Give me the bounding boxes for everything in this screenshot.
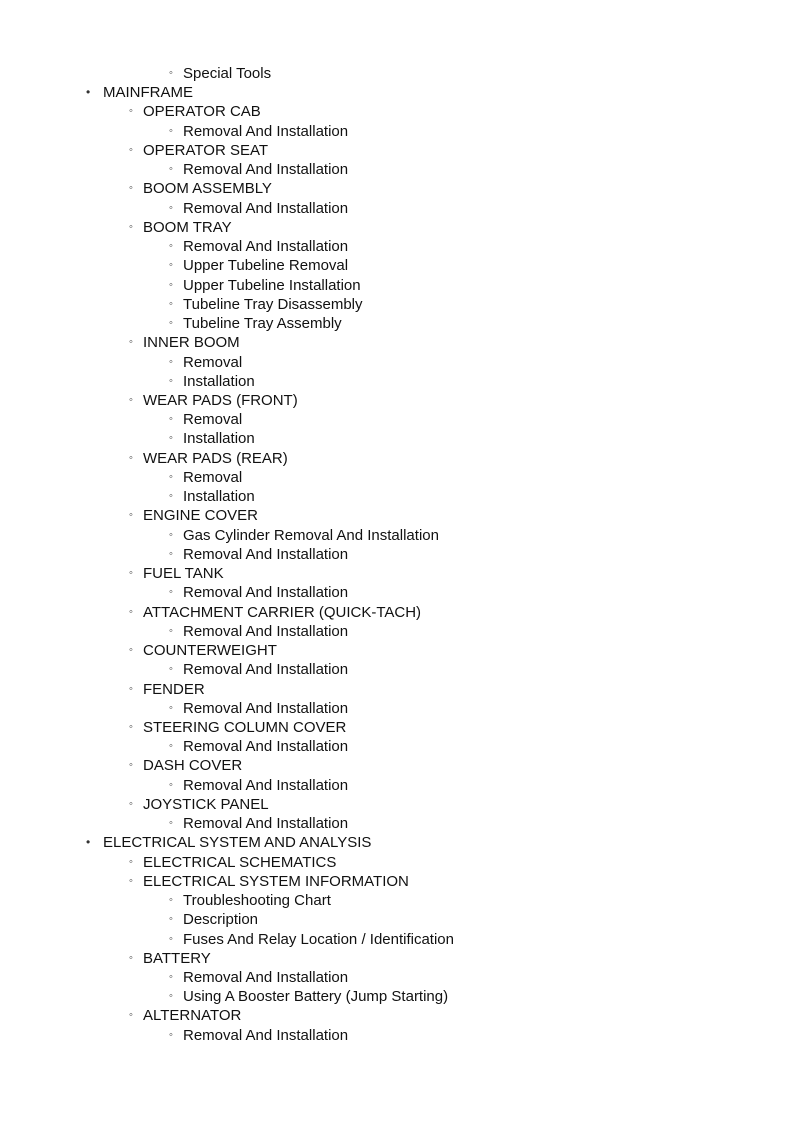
toc-item xyxy=(0,814,794,833)
toc-item-label: Removal And Installation xyxy=(183,699,349,717)
toc-item xyxy=(0,968,794,987)
circle-bullet-icon: ◦ xyxy=(169,490,173,503)
circle-bullet-icon: ◦ xyxy=(129,182,133,195)
toc-item-label: Installation xyxy=(183,430,255,448)
toc-item xyxy=(0,776,794,795)
toc-item xyxy=(0,429,794,448)
toc-item xyxy=(0,910,794,929)
circle-bullet-icon: ◦ xyxy=(169,67,173,79)
toc-item xyxy=(0,256,794,275)
circle-bullet-icon: ◦ xyxy=(169,1028,173,1041)
toc-subsection xyxy=(0,506,794,525)
toc-item-label: Removal And Installation xyxy=(183,1026,349,1044)
toc-subsection xyxy=(0,603,794,622)
toc-item-label: Installation xyxy=(183,372,255,390)
toc-subsection xyxy=(0,718,794,737)
toc-subsection xyxy=(0,872,794,891)
toc-item xyxy=(0,583,794,602)
circle-bullet-icon: ◦ xyxy=(169,894,173,907)
toc-item-label: WEAR PADS (FRONT) xyxy=(143,391,298,409)
toc-item xyxy=(0,526,794,545)
circle-bullet-icon: ◦ xyxy=(169,701,173,714)
toc-section xyxy=(0,833,794,852)
circle-bullet-icon: ◦ xyxy=(169,586,173,599)
circle-bullet-icon: ◦ xyxy=(169,124,173,137)
circle-bullet-icon: ◦ xyxy=(129,797,133,810)
circle-bullet-icon: ◦ xyxy=(129,451,133,464)
toc-item-label: Removal And Installation xyxy=(183,199,349,217)
circle-bullet-icon: ◦ xyxy=(169,470,173,483)
toc-item-label: BOOM ASSEMBLY xyxy=(143,180,272,198)
circle-bullet-icon: ◦ xyxy=(169,932,173,945)
toc-item-label: JOYSTICK PANEL xyxy=(143,795,269,813)
toc-item xyxy=(0,545,794,564)
circle-bullet-icon: ◦ xyxy=(169,317,173,330)
toc-subsection xyxy=(0,680,794,699)
toc-subsection xyxy=(0,102,794,121)
toc-item-label: Upper Tubeline Removal xyxy=(183,257,349,275)
toc-subsection xyxy=(0,333,794,352)
circle-bullet-icon: ◦ xyxy=(169,817,173,830)
circle-bullet-icon: ◦ xyxy=(129,336,133,349)
toc-item xyxy=(0,295,794,314)
toc-section xyxy=(0,83,794,102)
toc-item xyxy=(0,987,794,1006)
toc-item xyxy=(0,122,794,141)
bullet-icon: • xyxy=(86,85,91,100)
toc-item xyxy=(0,699,794,718)
toc-item-label: Removal And Installation xyxy=(183,122,349,140)
toc-item-label: BATTERY xyxy=(143,949,211,967)
circle-bullet-icon: ◦ xyxy=(129,393,133,406)
circle-bullet-icon: ◦ xyxy=(169,413,173,426)
toc-item-label: Removal And Installation xyxy=(183,738,349,756)
toc-item xyxy=(0,622,794,641)
toc-item xyxy=(0,660,794,679)
toc-item-label: Fuses And Relay Location / Identification xyxy=(183,930,454,948)
circle-bullet-icon: ◦ xyxy=(169,432,173,445)
toc-item xyxy=(0,1026,794,1045)
toc-item-label: Removal xyxy=(183,411,243,429)
toc-item-label: Removal And Installation xyxy=(183,815,349,833)
toc-item-label: BOOM TRAY xyxy=(143,218,232,236)
circle-bullet-icon: ◦ xyxy=(169,240,173,253)
circle-bullet-icon: ◦ xyxy=(169,278,173,291)
circle-bullet-icon: ◦ xyxy=(169,259,173,272)
toc-subsection xyxy=(0,795,794,814)
circle-bullet-icon: ◦ xyxy=(169,528,173,541)
circle-bullet-icon: ◦ xyxy=(129,644,133,657)
toc-item-label: ENGINE COVER xyxy=(143,507,259,525)
toc-item xyxy=(0,372,794,391)
toc-item xyxy=(0,468,794,487)
toc-item-label: FENDER xyxy=(143,680,205,698)
circle-bullet-icon: ◦ xyxy=(129,105,133,118)
toc-item-label: Tubeline Tray Assembly xyxy=(183,315,342,333)
circle-bullet-icon: ◦ xyxy=(129,720,133,733)
toc-item xyxy=(0,737,794,756)
toc-item-label: COUNTERWEIGHT xyxy=(143,642,277,660)
toc-item-label: Removal And Installation xyxy=(183,161,349,179)
toc-subsection xyxy=(0,756,794,775)
toc-item-label: Removal And Installation xyxy=(183,545,349,563)
circle-bullet-icon: ◦ xyxy=(129,855,133,868)
circle-bullet-icon: ◦ xyxy=(169,547,173,560)
toc-item-label: WEAR PADS (REAR) xyxy=(143,449,288,467)
toc-item-label: ELECTRICAL SYSTEM AND ANALYSIS xyxy=(103,834,372,852)
toc-item xyxy=(0,353,794,372)
circle-bullet-icon: ◦ xyxy=(169,913,173,926)
toc-item xyxy=(0,410,794,429)
toc-subsection xyxy=(0,141,794,160)
circle-bullet-icon: ◦ xyxy=(129,682,133,695)
toc-subsection xyxy=(0,218,794,237)
toc-item-label: Tubeline Tray Disassembly xyxy=(183,295,363,313)
toc-item-label: Removal And Installation xyxy=(183,661,349,679)
toc-item-label: Troubleshooting Chart xyxy=(183,892,331,910)
toc-item-label: Removal And Installation xyxy=(183,238,349,256)
toc-item xyxy=(0,930,794,949)
toc-item-label: Special Tools xyxy=(183,65,272,82)
toc-subsection xyxy=(0,641,794,660)
toc-item-label: Using A Booster Battery (Jump Starting) xyxy=(183,988,449,1006)
toc-item-label: Removal And Installation xyxy=(183,776,349,794)
toc-item-label: MAINFRAME xyxy=(103,84,193,102)
toc-item xyxy=(0,160,794,179)
toc-item-label: Removal xyxy=(183,353,243,371)
circle-bullet-icon: ◦ xyxy=(129,1009,133,1022)
circle-bullet-icon: ◦ xyxy=(129,143,133,156)
toc-item-label: OPERATOR CAB xyxy=(143,103,261,121)
circle-bullet-icon: ◦ xyxy=(129,567,133,580)
circle-bullet-icon: ◦ xyxy=(129,759,133,772)
toc-item-label: Removal And Installation xyxy=(183,622,349,640)
circle-bullet-icon: ◦ xyxy=(169,624,173,637)
toc-item xyxy=(0,237,794,256)
circle-bullet-icon: ◦ xyxy=(169,355,173,368)
circle-bullet-icon: ◦ xyxy=(169,201,173,214)
toc-item-label: Gas Cylinder Removal And Installation xyxy=(183,526,439,544)
toc-subsection xyxy=(0,449,794,468)
toc-item-label: ATTACHMENT CARRIER (QUICK-TACH) xyxy=(143,603,422,621)
toc-item-label: Description xyxy=(183,911,259,929)
toc-item-label: Upper Tubeline Installation xyxy=(183,276,361,294)
toc-item-label: ELECTRICAL SCHEMATICS xyxy=(143,853,337,871)
toc-item-label: FUEL TANK xyxy=(143,565,224,583)
circle-bullet-icon: ◦ xyxy=(129,509,133,522)
toc-item-label: OPERATOR SEAT xyxy=(143,141,269,159)
circle-bullet-icon: ◦ xyxy=(129,220,133,233)
circle-bullet-icon: ◦ xyxy=(169,971,173,984)
circle-bullet-icon: ◦ xyxy=(169,990,173,1003)
circle-bullet-icon: ◦ xyxy=(169,663,173,676)
toc-subsection xyxy=(0,853,794,872)
toc-item-label: INNER BOOM xyxy=(143,334,240,352)
toc-subsection xyxy=(0,949,794,968)
toc-item-label: DASH COVER xyxy=(143,757,243,775)
toc-item xyxy=(0,276,794,295)
circle-bullet-icon: ◦ xyxy=(169,778,173,791)
toc-subsection xyxy=(0,564,794,583)
toc-item-label: Removal And Installation xyxy=(183,969,349,987)
toc-item-label: STEERING COLUMN COVER xyxy=(143,718,347,736)
circle-bullet-icon: ◦ xyxy=(129,605,133,618)
toc-item xyxy=(0,487,794,506)
circle-bullet-icon: ◦ xyxy=(169,297,173,310)
toc-subsection xyxy=(0,391,794,410)
circle-bullet-icon: ◦ xyxy=(129,874,133,887)
toc-subsection xyxy=(0,1006,794,1025)
toc-item xyxy=(0,891,794,910)
circle-bullet-icon: ◦ xyxy=(169,374,173,387)
toc-item xyxy=(0,314,794,333)
toc-item xyxy=(0,64,794,83)
circle-bullet-icon: ◦ xyxy=(129,951,133,964)
toc-subsection xyxy=(0,179,794,198)
bullet-icon: • xyxy=(86,835,91,850)
toc-item-label: Removal And Installation xyxy=(183,584,349,602)
toc-item-label: ELECTRICAL SYSTEM INFORMATION xyxy=(143,872,409,890)
toc-item xyxy=(0,199,794,218)
toc-item-label: ALTERNATOR xyxy=(143,1007,242,1025)
table-of-contents xyxy=(0,64,794,1045)
circle-bullet-icon: ◦ xyxy=(169,740,173,753)
circle-bullet-icon: ◦ xyxy=(169,163,173,176)
toc-item-label: Installation xyxy=(183,488,255,506)
toc-item-label: Removal xyxy=(183,468,243,486)
